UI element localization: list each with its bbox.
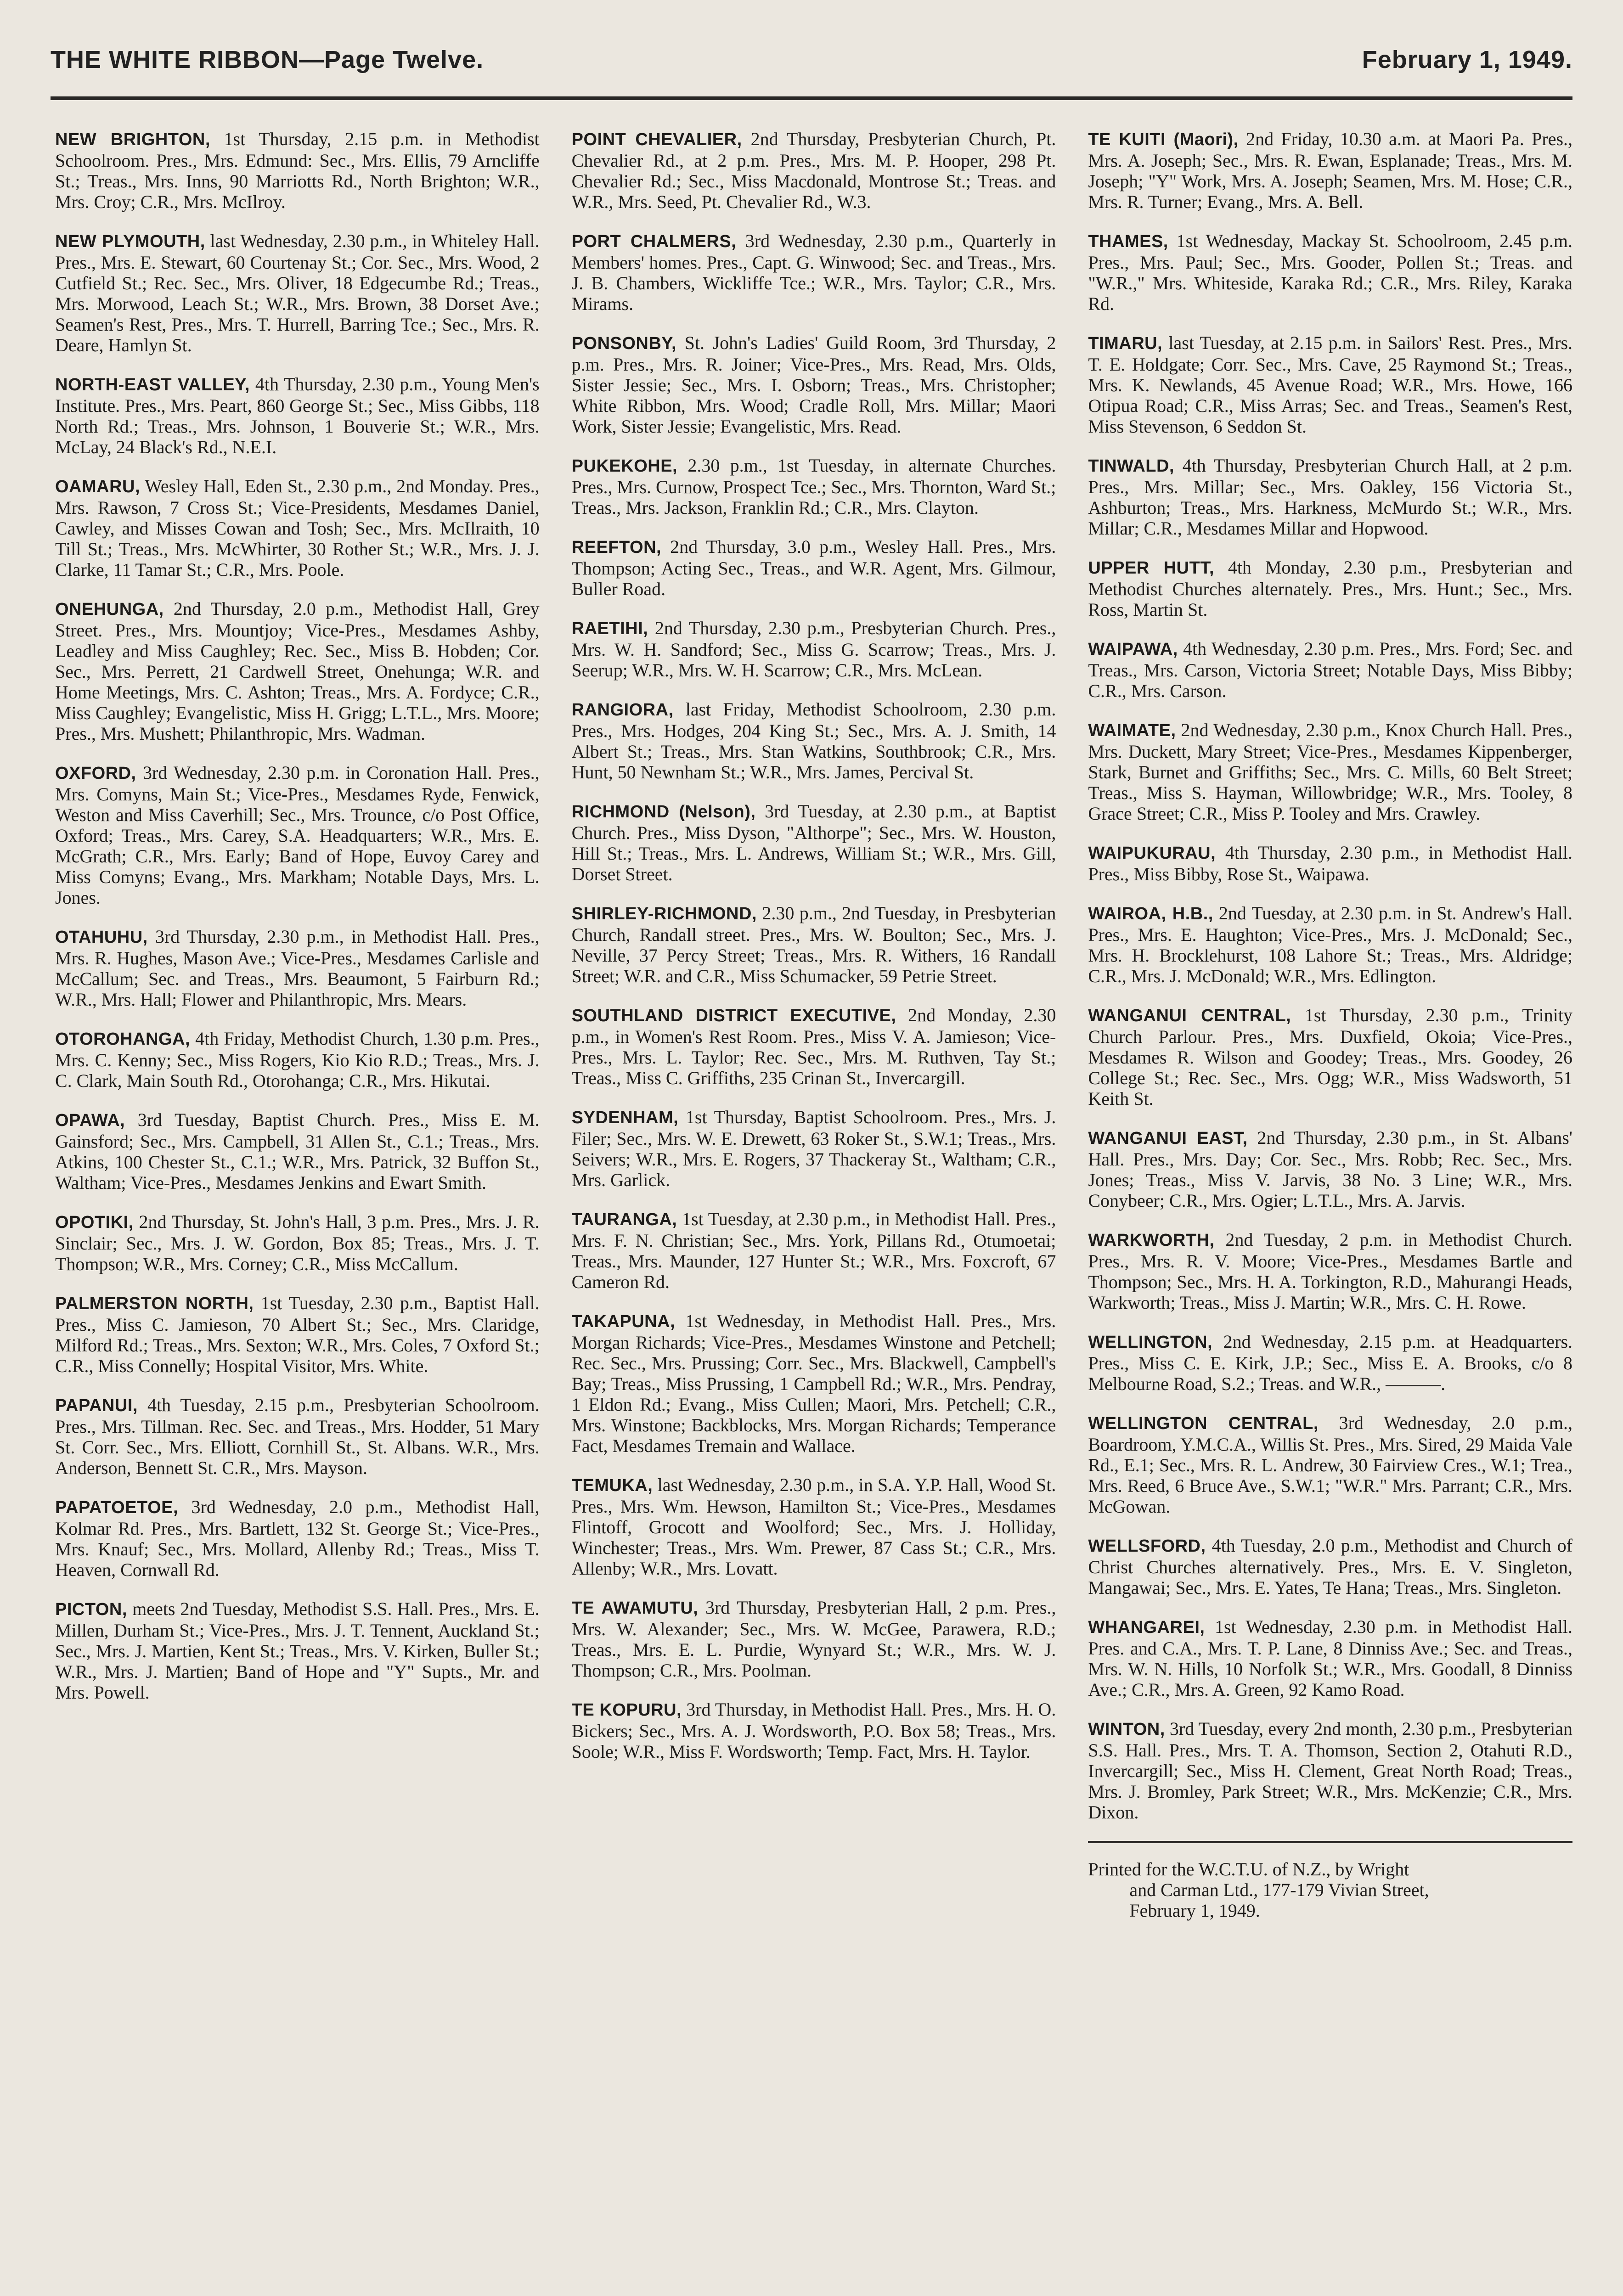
branch-name: WAIPAWA, [1088,640,1178,659]
branch-name: TAURANGA, [571,1210,677,1229]
branch-entry [1088,638,1572,701]
branch-entry [55,231,540,355]
branch-name: WAIPUKURAU, [1088,844,1216,863]
branch-entry [55,476,540,580]
branch-name: WAIMATE, [1088,721,1176,740]
branch-name: PAPANUI, [55,1396,138,1415]
branch-entry [1088,455,1572,539]
branch-entry [572,1311,1056,1456]
branch-details: 1st Wednesday, Mackay St. Schoolroom, 2.45 p.m. Pres., Mrs. Paul; Sec., Mrs. Gooder, Pollen St.; Treas. and "W.R.," Mrs. Whiteside, Karaka Rd.; C.R., Mrs. Riley, Karaka Rd. [1088,231,1573,314]
branch-name: TAKAPUNA, [571,1312,676,1331]
branch-name: TE AWAMUTU, [571,1598,699,1618]
branch-details: St. John's Ladies' Guild Room, 3rd Thursday, 2 p.m. Pres., Mrs. R. Joiner; Vice-Pres., Mrs. Read, Mrs. Olds, Sister Jessie; Sec., Mrs. I. Osborn; Treas., Mrs. Christopher; White Ribbon, Mrs. Wood; Cradle Roll, Mrs. Millar; Maori Work, Sister Jessie; Evangelistic, Mrs. Read. [571,332,1056,437]
branch-details: 4th Monday, 2.30 p.m., Presbyterian and Methodist Churches alternately. Pres., Mrs. Hunt.; Sec., Mrs. Ross, Martin St. [1088,557,1573,620]
branch-entry [572,455,1056,518]
branch-details: 2nd Thursday, 2.30 p.m., Presbyterian Church. Pres., Mrs. W. H. Sandford; Sec., Miss G. Scarrow; Treas., Mrs. J. Seerup; W.R., Mrs. W. H. Scarrow; C.R., Mrs. McLean. [571,618,1056,681]
branch-name: PAPATOETOE, [55,1498,179,1517]
branch-entry [572,1474,1056,1579]
issue-date: February 1, 1949. [1362,46,1572,73]
branch-entry [572,1107,1056,1190]
branch-entry [1088,1412,1572,1517]
branch-name: RANGIORA, [571,700,674,720]
masthead-title: THE WHITE RIBBON—Page Twelve. [51,46,484,73]
branch-details: 3rd Tuesday, Baptist Church. Pres., Miss E. M. Gainsford; Sec., Mrs. Campbell, 31 Allen St., C.1.; Treas., Mrs. Atkins, 100 Chester St., C.1.; W.R., Mrs. Patrick, 32 Buffon St., Waltham; Vice-Pres., Mesdames Jenkins and Ewart Smith. [55,1109,540,1193]
branch-details: 3rd Thursday, in Methodist Hall. Pres., Mrs. H. O. Bickers; Sec., Mrs. A. J. Wordsworth, P.O. Box 58; Treas., Mrs. Soole; W.R., Miss F. Wordsworth; Temp. Fact, Mrs. H. Taylor. [571,1699,1056,1762]
branch-details: 2nd Thursday, Presbyterian Church, Pt. Chevalier Rd., at 2 p.m. Pres., Mrs. M. P. Hooper, 298 Pt. Chevalier Rd.; Sec., Miss Macdonald, Montrose St.; Treas. and W.R., Mrs. Seed, Pt. Chevalier Rd., W.3. [571,129,1056,212]
branch-entry [572,231,1056,314]
branch-name: TINWALD, [1088,456,1174,476]
branch-name: WELLINGTON CENTRAL, [1088,1414,1319,1433]
branch-details: 2nd Friday, 10.30 a.m. at Maori Pa. Pres., Mrs. A. Joseph; Sec., Mrs. R. Ewan, Esplanade; Treas., Mrs. M. Joseph; "Y" Work, Mrs. A. Joseph; Seamen, Mrs. M. Hose; C.R., Mrs. R. Turner; Evang., Mrs. A. Bell. [1088,129,1573,212]
branch-details: 1st Wednesday, 2.30 p.m. in Methodist Hall. Pres. and C.A., Mrs. T. P. Lane, 8 Dinniss Ave.; Sec. and Treas., Mrs. W. N. Hills, 10 Norfolk St.; W.R., Mrs. Goodall, 8 Dinniss Ave.; C.R., Mrs. A. Green, 92 Kamo Road. [1088,1616,1573,1700]
branch-entry [1088,842,1572,884]
branch-details: 2nd Thursday, 2.0 p.m., Methodist Hall, Grey Street. Pres., Mrs. Mountjoy; Vice-Pres., Mesdames Ashby, Leadley and Miss Caughley; Rec. Sec., Miss B. Hobden; Cor. Sec., Mrs. Perrett, 21 Cardwell Street, Onehunga; W.R. and Home Meetings, Mrs. C. Ashton; Treas., Mrs. A. Fordyce; C.R., Miss Caughley; Evangelistic, Miss H. Grigg; L.T.L., Mrs. Moore; Pres., Mrs. Mushett; Philanthropic, Mrs. Wadman. [55,598,540,744]
branch-name: TEMUKA, [571,1476,653,1495]
branch-details: 1st Thursday, 2.15 p.m. in Methodist Schoolroom. Pres., Mrs. Edmund: Sec., Mrs. Ellis, 79 Arncliffe St.; Treas., Mrs. Inns, 90 Marriotts Rd., North Brighton; W.R., Mrs. Croy; C.R., Mrs. McIlroy. [55,129,540,212]
branch-details: last Friday, Methodist Schoolroom, 2.30 p.m. Pres., Mrs. Hodges, 204 King St.; Sec., Mrs. A. J. Smith, 14 Albert St.; Treas., Mrs. Stan Watkins, Southbrook; C.R., Mrs. Hunt, 50 Newnham St.; W.R., Mrs. James, Percival St. [571,699,1056,782]
branch-name: UPPER HUTT, [1088,558,1214,578]
branch-entry [55,762,540,908]
branch-name: REEFTON, [571,538,662,557]
branch-details: 2nd Thursday, 3.0 p.m., Wesley Hall. Pres., Mrs. Thompson; Acting Sec., Treas., and W.R. Agent, Mrs. Gilmour, Buller Road. [571,536,1056,599]
branch-entry [572,332,1056,437]
branch-name: OAMARU, [55,477,141,496]
branch-details: 3rd Wednesday, 2.0 p.m., Methodist Hall, Kolmar Rd. Pres., Mrs. Bartlett, 132 St. George St.; Vice-Pres., Mrs. Knauf; Sec., Mrs. Mollard, Allenby Rd.; Treas., Miss T. Heaven, Cornwall Rd. [55,1497,540,1580]
branch-entry [1088,1127,1572,1211]
branch-entry [1088,1229,1572,1313]
branch-details: 1st Tuesday, at 2.30 p.m., in Methodist Hall. Pres., Mrs. F. N. Christian; Sec., Mrs. York, Pillans Rd., Otumoetai; Treas., Mrs. Maunder, 127 Hunter St.; W.R., Mrs. Foxcroft, 67 Cameron Rd. [571,1209,1056,1292]
branch-entry [572,129,1056,212]
branch-name: TE KUITI (Maori), [1088,130,1239,149]
branch-name: OPAWA, [55,1111,125,1130]
branch-details: 2.30 p.m., 2nd Tuesday, in Presbyterian Church, Randall street. Pres., Mrs. W. Boulton; Sec., Mrs. J. Neville, 37 Percy Street; Treas., Mrs. R. Withers, 16 Randall Street; W.R. and C.R., Miss Schumacker, 59 Petrie Street. [571,903,1056,986]
branch-entry [572,1597,1056,1681]
branch-details: 2nd Wednesday, 2.15 p.m. at Headquarters. Pres., Miss C. E. Kirk, J.P.; Sec., Miss E. A. Brooks, c/o 8 Melbourne Road, S.2.; Treas. and W.R., ———. [1088,1331,1573,1394]
branch-entry [55,1395,540,1478]
branch-details: 3rd Wednesday, 2.30 p.m., Quarterly in Members' homes. Pres., Capt. G. Winwood; Sec. and Treas., Mrs. J. B. Chambers, Wickliffe Tce.; W.R., Mrs. Taylor; C.R., Mrs. Mirams. [571,231,1056,314]
branch-details: 2.30 p.m., 1st Tuesday, in alternate Churches. Pres., Mrs. Curnow, Prospect Tce.; Sec., Mrs. Thornton, Ward St.; Treas., Mrs. Jackson, Franklin Rd.; C.R., Mrs. Clayton. [571,455,1056,518]
imprint-line: Printed for the W.C.T.U. of N.Z., by Wright [1088,1859,1409,1880]
branch-name: THAMES, [1088,232,1168,251]
branch-entry [55,1497,540,1580]
branch-name: OTAHUHU, [55,928,148,947]
branch-entry [1088,1535,1572,1598]
branch-details: 3rd Thursday, 2.30 p.m., in Methodist Hall. Pres., Mrs. R. Hughes, Mason Ave.; Vice-Pres., Mesdames Carlisle and McCallum; Sec. and Treas., Mrs. Beaumont, 5 Fairburn Rd.; W.R., Mrs. Hall; Flower and Philanthropic, Mrs. Mears. [55,926,540,1010]
branch-name: OPOTIKI, [55,1213,134,1232]
branch-name: WAIROA, H.B., [1088,904,1213,923]
branch-details: Wesley Hall, Eden St., 2.30 p.m., 2nd Monday. Pres., Mrs. Rawson, 7 Cross St.; Vice-Presidents, Mesdames Daniel, Cawley, and Misses Cowan and Tosh; Sec., Mrs. McIlraith, 10 Till St.; Treas., Mrs. McWhirter, 30 Rother St.; W.R., Mrs. J. J. Clarke, 11 Tamar St.; C.R., Mrs. Poole. [55,476,540,580]
branch-details: last Tuesday, at 2.15 p.m. in Sailors' Rest. Pres., Mrs. T. E. Holdgate; Corr. Sec., Mrs. Cave, 25 Raymond St.; Treas., Mrs. K. Newlands, 45 Avenue Road; W.R., Mrs. Howe, 166 Otipua Road; C.R., Miss Arras; Sec. and Treas., Seamen's Rest, Miss Stevenson, 6 Seddon St. [1088,332,1573,437]
branch-name: RICHMOND (Nelson), [571,802,756,822]
branch-entry [55,1028,540,1091]
branch-details: 3rd Thursday, Presbyterian Hall, 2 p.m. Pres., Mrs. W. Alexander; Sec., Mrs. W. McGee, Parawera, R.D.; Treas., Mrs. E. L. Purdie, Wynyard St.; W.R., Mrs. W. J. Thompson; C.R., Mrs. Poolman. [571,1597,1056,1681]
branch-name: WANGANUI EAST, [1088,1129,1248,1148]
branch-details: 2nd Wednesday, 2.30 p.m., Knox Church Hall. Pres., Mrs. Duckett, Mary Street; Vice-Pres., Mesdames Kippenberger, Stark, Burnet and Griffiths; Sec., Mrs. C. Mills, 60 Belt Street; Treas., Miss S. Hayman, Willowbridge; W.R., Mrs. Tooley, 8 Grace Street; C.R., Miss P. Tooley and Mrs. Crawley. [1088,720,1573,824]
printer-imprint [1088,1859,1572,1921]
branch-name: SOUTHLAND DISTRICT EXECUTIVE, [571,1006,896,1025]
branch-name: RAETIHI, [571,619,648,638]
branch-details: 1st Thursday, 2.30 p.m., Trinity Church Parlour. Pres., Mrs. Duxfield, Okoia; Vice-Pres., Mesdames R. Wilson and Goodey; Treas., Mrs. Goodey, 26 College St.; Rec. Sec., Mrs. Ogg; W.R., Miss Wadsworth, 51 Keith St. [1088,1005,1573,1109]
branch-name: PUKEKOHE, [571,456,678,476]
branch-entry [1088,903,1572,986]
branch-details: last Wednesday, 2.30 p.m., in Whiteley Hall. Pres., Mrs. E. Stewart, 60 Courtenay St.; Cor. Sec., Mrs. Wood, 2 Cutfield St.; Rec. Sec., Mrs. Oliver, 18 Edgecumbe Rd.; Treas., Mrs. Morwood, Leach St.; W.R., Mrs. Brown, 38 Dorset Ave.; Seamen's Rest, Pres., Mrs. T. Hurrell, Barring Tce.; Sec., Mrs. R. Deare, Hamlyn St. [55,231,540,355]
branch-name: WELLSFORD, [1088,1536,1206,1556]
branch-entry [55,1109,540,1193]
branch-entry [572,801,1056,884]
branch-directory [55,129,1572,2296]
column-1 [55,129,540,2296]
branch-details: 2nd Tuesday, 2 p.m. in Methodist Church. Pres., Mrs. R. V. Moore; Vice-Pres., Mesdames Bartle and Thompson; Sec., Mrs. H. A. Torkington, R.D., Mahurangi Heads, Warkworth; Treas., Miss J. Martin; W.R., Mrs. C. H. Rowe. [1088,1229,1573,1313]
branch-details: 4th Tuesday, 2.15 p.m., Presbyterian Schoolroom. Pres., Mrs. Tillman. Rec. Sec. and Treas., Mrs. Hodder, 51 Mary St. Corr. Sec., Mrs. Elliott, Cornhill St., St. Albans. W.R., Mrs. Anderson, Bennett St. C.R., Mrs. Mayson. [55,1395,540,1478]
branch-details: 1st Thursday, Baptist Schoolroom. Pres., Mrs. J. Filer; Sec., Mrs. W. E. Drewett, 63 Roker St., S.W.1; Treas., Mrs. Seivers; W.R., Mrs. E. Rogers, 37 Thackeray St., Waltham; C.R., Mrs. Garlick. [571,1107,1056,1190]
branch-name: PORT CHALMERS, [571,232,737,251]
branch-details: 4th Thursday, 2.30 p.m., in Methodist Hall. Pres., Miss Bibby, Rose St., Waipawa. [1088,842,1573,884]
branch-name: WARKWORTH, [1088,1231,1215,1250]
branch-name: PONSONBY, [571,334,676,353]
branch-details: 3rd Tuesday, every 2nd month, 2.30 p.m., Presbyterian S.S. Hall. Pres., Mrs. T. A. Thomson, Section 2, Otahuti R.D., Invercargill; Sec., Miss H. Clement, Great North Road; Treas., Mrs. J. Bromley, Park Street; W.R., Mrs. McKenzie; C.R., Mrs. Dixon. [1088,1718,1573,1823]
branch-name: WELLINGTON, [1088,1333,1213,1352]
branch-details: 2nd Thursday, St. John's Hall, 3 p.m. Pres., Mrs. J. R. Sinclair; Sec., Mrs. J. W. Gordon, Box 85; Treas., Mrs. J. T. Thompson; W.R., Mrs. Corney; C.R., Miss McCallum. [55,1211,540,1274]
branch-entry [1088,720,1572,824]
branch-entry [572,1005,1056,1088]
branch-details: last Wednesday, 2.30 p.m., in S.A. Y.P. Hall, Wood St. Pres., Mrs. Wm. Hewson, Hamilton St.; Vice-Pres., Mesdames Flintoff, Grocott and Woolford; Sec., Mrs. J. Holliday, Winchester; Treas., Mrs. Wm. Prewer, 87 Cass St.; C.R., Mrs. Allenby; W.R., Mrs. Lovatt. [571,1474,1056,1579]
header-rule [51,96,1572,100]
column-3 [1088,129,1572,2296]
branch-entry [1088,557,1572,620]
branch-entry [572,1209,1056,1292]
branch-details: 2nd Monday, 2.30 p.m., in Women's Rest Room. Pres., Miss V. A. Jamieson; Vice-Pres., Mrs. L. Taylor; Rec. Sec., Mrs. M. Ruthven, Tay St.; Treas., Miss C. Griffiths, 235 Crinan St., Invercargill. [571,1005,1056,1088]
branch-name: PALMERSTON NORTH, [55,1294,254,1313]
branch-details: 2nd Tuesday, at 2.30 p.m. in St. Andrew's Hall. Pres., Mrs. E. Haughton; Vice-Pres., Mrs. J. McDonald; Sec., Mrs. H. Brocklehurst, 108 Lahore St.; Treas., Mrs. Aldridge; C.R., Mrs. J. McDonald; W.R., Mrs. Edlington. [1088,903,1573,986]
branch-details: 1st Tuesday, 2.30 p.m., Baptist Hall. Pres., Miss C. Jamieson, 70 Albert St.; Sec., Mrs. Claridge, Milford Rd.; Treas., Mrs. Sexton; W.R., Mrs. Coles, 7 Oxford St.; C.R., Miss Connelly; Hospital Visitor, Mrs. White. [55,1293,540,1376]
imprint-line: and Carman Ltd., 177-179 Vivian Street, [1129,1880,1429,1900]
branch-name: SHIRLEY-RICHMOND, [571,904,757,923]
branch-entry [1088,1718,1572,1823]
branch-details: 4th Friday, Methodist Church, 1.30 p.m. Pres., Mrs. C. Kenny; Sec., Miss Rogers, Kio Kio R.D.; Treas., Mrs. J. C. Clark, Main South Rd., Otorohanga; C.R., Mrs. Hikutai. [55,1028,540,1091]
branch-entry [572,536,1056,599]
branch-name: WINTON, [1088,1720,1165,1739]
branch-name: TIMARU, [1088,334,1163,353]
branch-entry [572,1699,1056,1762]
branch-entry [55,1293,540,1376]
branch-entry [55,1211,540,1274]
branch-name: OXFORD, [55,764,136,783]
branch-name: NORTH-EAST VALLEY, [55,375,250,394]
branch-entry [55,926,540,1010]
branch-name: PICTON, [55,1600,127,1619]
branch-details: 4th Tuesday, 2.0 p.m., Methodist and Church of Christ Churches alternatively. Pres., Mrs. E. V. Singleton, Mangawai; Sec., Mrs. E. Yates, Te Hana; Treas., Mrs. Singleton. [1088,1535,1573,1598]
branch-name: SYDENHAM, [571,1108,679,1127]
branch-details: 4th Thursday, 2.30 p.m., Young Men's Institute. Pres., Mrs. Peart, 860 George St.; Sec., Miss Gibbs, 118 North Rd.; Treas., Mrs. Johnson, 1 Bouverie St.; W.R., Mrs. McLay, 24 Black's Rd., N.E.I. [55,374,540,457]
branch-details: 4th Wednesday, 2.30 p.m. Pres., Mrs. Ford; Sec. and Treas., Mrs. Carson, Victoria Street; Notable Days, Miss Bibby; C.R., Mrs. Carson. [1088,638,1573,701]
branch-name: WHANGAREI, [1088,1618,1205,1637]
branch-details: 3rd Tuesday, at 2.30 p.m., at Baptist Church. Pres., Miss Dyson, "Althorpe"; Sec., Mrs. W. Houston, Hill St.; Treas., Mrs. L. Andrews, William St.; W.R., Mrs. Gill, Dorset Street. [571,801,1056,884]
branch-entry [572,699,1056,782]
branch-details: meets 2nd Tuesday, Methodist S.S. Hall. Pres., Mrs. E. Millen, Durham St.; Vice-Pres., Mrs. J. T. Tennent, Auckland St.; Sec., Mrs. J. Martien, Kent St.; Treas., Mrs. V. Kirken, Buller St.; W.R., Mrs. J. Martien; Band of Hope and "Y" Supts., Mr. and Mrs. Powell. [55,1598,540,1703]
branch-entry [1088,1331,1572,1394]
branch-entry [55,598,540,744]
branch-details: 4th Thursday, Presbyterian Church Hall, at 2 p.m. Pres., Mrs. Millar; Sec., Mrs. Oakley, 156 Victoria St., Ashburton; Treas., Mrs. Harkness, McMurdo St.; W.R., Mrs. Millar; C.R., Mesdames Millar and Hopwood. [1088,455,1573,539]
branch-name: ONEHUNGA, [55,600,164,619]
branch-name: NEW PLYMOUTH, [55,232,205,251]
branch-entry [55,374,540,457]
column-2 [572,129,1056,2296]
branch-details: 2nd Thursday, 2.30 p.m., in St. Albans' Hall. Pres., Mrs. Day; Cor. Sec., Mrs. Robb; Rec. Sec., Mrs. Jones; Treas., Miss V. Jarvis, 38 No. 3 Line; W.R., Mrs. Conybeer; C.R., Mrs. Ogier; L.T.L., Mrs. A. Jarvis. [1088,1127,1573,1211]
branch-details: 1st Wednesday, in Methodist Hall. Pres., Mrs. Morgan Richards; Vice-Pres., Mesdames Winstone and Petchell; Rec. Sec., Mrs. Prussing; Corr. Sec., Mrs. Blackwell, Campbell's Bay; Treas., Miss Prussing, 1 Campbell Rd.; W.R., Mrs. Pendray, 1 Eldon Rd.; Evang., Miss Cullen; Maori, Mrs. Petchell; C.R., Mrs. Winstone; Backblocks, Mrs. Morgan Richards; Temperance Fact, Mesdames Tremain and Wallace. [571,1311,1056,1456]
branch-name: WANGANUI CENTRAL, [1088,1006,1291,1025]
branch-entry [1088,332,1572,437]
branch-name: TE KOPURU, [571,1700,682,1720]
branch-entry [55,1598,540,1703]
branch-name: POINT CHEVALIER, [571,130,742,149]
imprint-rule [1088,1841,1572,1843]
imprint-line: February 1, 1949. [1129,1900,1260,1921]
branch-entry [55,129,540,212]
branch-entry [572,903,1056,986]
branch-name: NEW BRIGHTON, [55,130,210,149]
branch-details: 3rd Wednesday, 2.30 p.m. in Coronation Hall. Pres., Mrs. Comyns, Main St.; Vice-Pres., Mesdames Ryde, Fenwick, Weston and Miss Caverhill; Sec., Mrs. Trounce, c/o Post Office, Oxford; Treas., Mrs. Carey, S.A. Headquarters; W.R., Mrs. E. McGrath; C.R., Mrs. Early; Band of Hope, Euvoy Carey and Miss Comyns; Evang., Mrs. Markham; Notable Days, Mrs. L. Jones. [55,762,540,908]
branch-entry [1088,129,1572,212]
branch-entry [1088,1616,1572,1700]
branch-entry [572,618,1056,681]
branch-entry [1088,231,1572,314]
branch-entry [1088,1005,1572,1109]
branch-details: 3rd Wednesday, 2.0 p.m., Boardroom, Y.M.C.A., Willis St. Pres., Mrs. Sired, 29 Maida Vale Rd., E.1; Sec., Mrs. R. L. Andrew, 30 Fairview Cres., W.1; Trea., Mrs. Reed, 6 Bruce Ave., S.W.1; "W.R." Mrs. Parrant; C.R., Mrs. McGowan. [1088,1412,1573,1517]
branch-name: OTOROHANGA, [55,1030,191,1049]
page-header [51,37,1572,83]
